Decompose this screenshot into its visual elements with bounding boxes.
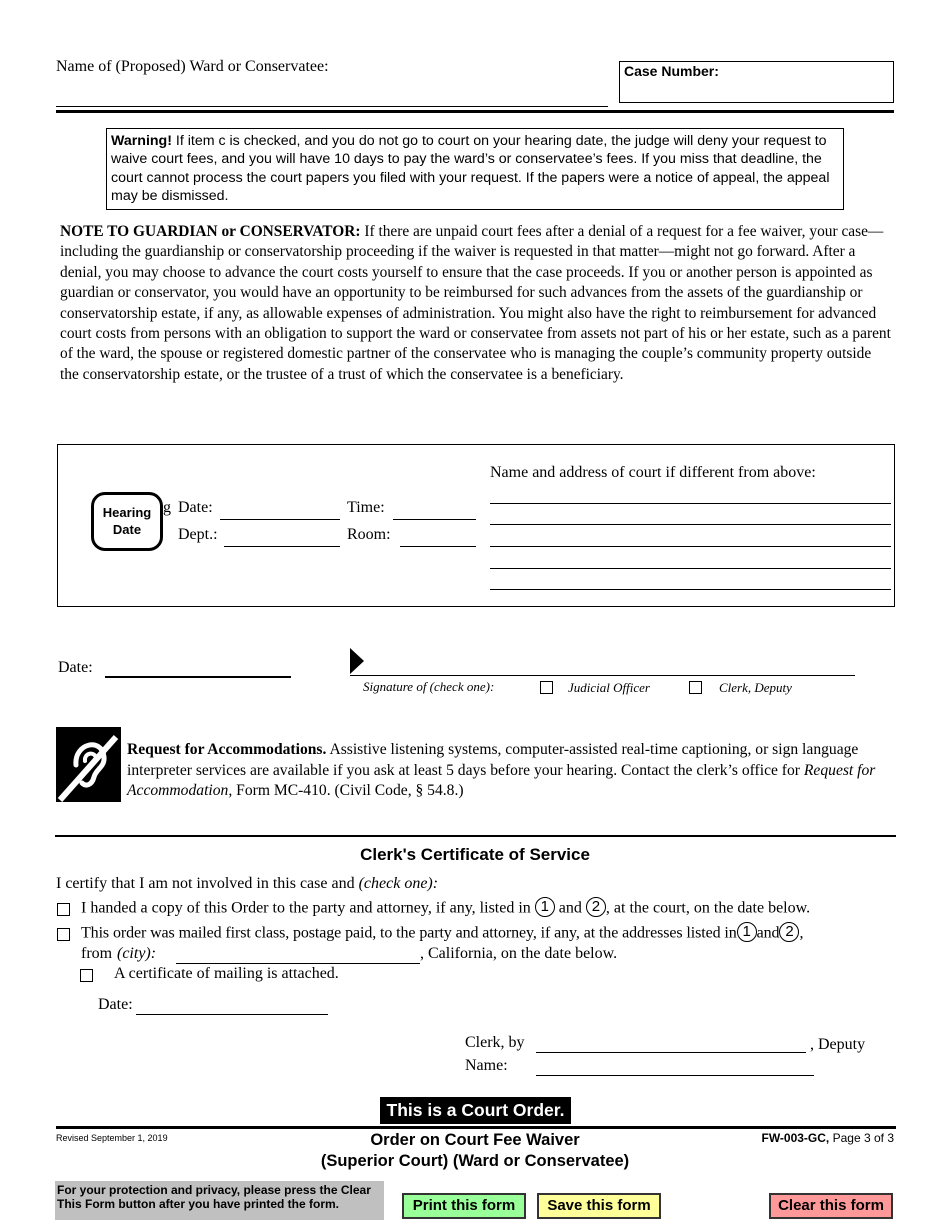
header-rule	[56, 110, 894, 113]
judicial-officer-checkbox[interactable]	[540, 681, 553, 694]
hearing-date-label: Date:	[178, 499, 213, 516]
save-form-button[interactable]: Save this form	[537, 1193, 661, 1219]
privacy-note: For your protection and privacy, please press the Clear This Form button after you have printed the form.	[55, 1181, 384, 1220]
clerk-name-input[interactable]	[536, 1061, 814, 1076]
court-address-line-5[interactable]	[490, 589, 891, 590]
certify-text: I certify that I am not involved in this case and	[56, 875, 355, 892]
certificate-rule	[55, 835, 896, 837]
certificate-attached-checkbox[interactable]	[80, 969, 93, 982]
mailed-checkbox[interactable]	[57, 928, 70, 941]
clear-form-button[interactable]: Clear this form	[769, 1193, 893, 1219]
clerk-deputy-checkbox[interactable]	[689, 681, 702, 694]
accommodations-text	[127, 740, 887, 802]
warning-text: If item c is checked, and you do not go to court on your hearing date, the judge will deny your request to waive court fees, and you will have 10 days to pay the ward’s or conservatee’s fees. If you miss that deadline, the court cannot process the court papers you filed with your request. If the papers were a notice of appeal, the appeal may be dismissed.	[111, 133, 830, 205]
judicial-officer-label: Judicial Officer	[568, 680, 650, 695]
ward-name-underline	[56, 106, 608, 107]
clerk-by-input[interactable]	[536, 1038, 806, 1053]
court-address-line-2[interactable]	[490, 524, 891, 525]
item-2-badge: 2	[779, 922, 799, 942]
california-text: , California, on the date below.	[420, 945, 618, 962]
note-title: NOTE TO GUARDIAN or CONSERVATOR:	[60, 223, 361, 240]
signature-arrow-icon	[350, 648, 366, 674]
hearing-dept-label: Dept.:	[178, 526, 218, 543]
accommodation-form-name: Request for Accommodation,	[127, 761, 876, 799]
signature-label: Signature of (check one):	[363, 679, 495, 694]
ward-name-label: Name of (Proposed) Ward or Conservatee:	[56, 58, 329, 75]
signature-date-line[interactable]	[105, 676, 291, 678]
footer-rule	[56, 1126, 896, 1129]
hearing-room-label: Room:	[347, 526, 391, 543]
form-title-line-1: Order on Court Fee Waiver	[370, 1131, 580, 1149]
signature-date-label: Date:	[58, 659, 93, 676]
city-label: (city):	[117, 945, 157, 962]
handed-copy-text	[81, 899, 810, 919]
guardian-note	[60, 222, 892, 385]
item-2-badge: 2	[586, 897, 606, 917]
hearing-dept-input[interactable]	[224, 532, 340, 547]
accommodations-body: Assistive listening systems, computer-assisted real-time captioning, or sign language interpreter services are available if you ask at least 5 days before your hearing. Contact the clerk’s office for	[127, 741, 859, 779]
clerk-certificate-title: Clerk's Certificate of Service	[360, 845, 590, 864]
badge-line-1: Hearing	[102, 505, 152, 520]
badge-stray-text: g	[163, 499, 171, 516]
court-address-line-3[interactable]	[490, 546, 891, 547]
city-input[interactable]	[176, 949, 420, 964]
handed-copy-text-a: I handed a copy of this Order to the party and attorney, if any, listed in	[81, 899, 531, 917]
certificate-attached-label: A certificate of mailing is attached.	[114, 965, 339, 982]
case-number-box[interactable]	[619, 61, 894, 103]
clerk-name-label: Name:	[465, 1057, 508, 1074]
form-title-line-2: (Superior Court) (Ward or Conservatee)	[320, 1152, 630, 1170]
clerk-deputy-label: Clerk, Deputy	[719, 680, 792, 695]
revised-date: Revised September 1, 2019	[56, 1133, 168, 1143]
warning-title: Warning!	[111, 133, 172, 149]
clerk-by-label: Clerk, by	[465, 1034, 525, 1051]
hearing-assistance-icon	[56, 727, 121, 802]
mailed-text-a: This order was mailed first class, postage paid, to the party and attorney, if any, at the addresses listed in	[81, 924, 737, 942]
cert-date-input[interactable]	[136, 1000, 328, 1015]
court-address-line-4[interactable]	[490, 568, 891, 569]
accommodations-form-ref: Form MC-410. (Civil Code, § 54.8.)	[236, 782, 464, 799]
hearing-date-input[interactable]	[220, 505, 340, 520]
handed-copy-checkbox[interactable]	[57, 903, 70, 916]
signature-line[interactable]	[350, 675, 855, 676]
certify-statement	[56, 875, 438, 893]
warning-box	[106, 128, 844, 210]
hearing-time-label: Time:	[347, 499, 385, 516]
case-number-label: Case Number:	[624, 63, 719, 79]
handed-copy-text-c: , at the court, on the date below.	[605, 899, 811, 917]
form-id-code: FW-003-GC,	[761, 1131, 830, 1145]
court-address-line-1[interactable]	[490, 503, 891, 504]
item-1-badge: 1	[737, 922, 757, 942]
court-order-banner: This is a Court Order.	[380, 1097, 571, 1124]
hearing-date-badge	[91, 492, 163, 551]
mailed-and: and	[756, 924, 780, 942]
item-1-badge: 1	[535, 897, 555, 917]
mailed-text-c: ,	[799, 924, 804, 942]
deputy-label: , Deputy	[810, 1036, 866, 1053]
page-number: Page 3 of 3	[832, 1131, 894, 1145]
accommodations-title: Request for Accommodations.	[127, 741, 327, 758]
print-form-button[interactable]: Print this form	[402, 1193, 526, 1219]
court-address-label: Name and address of court if different from above:	[490, 464, 816, 481]
badge-line-2: Date	[112, 522, 142, 537]
mailed-text	[81, 924, 803, 944]
note-text: If there are unpaid court fees after a denial of a request for a fee waiver, your case—including the guardianship or conservatorship proceeding if the waiver is requested in that matter—might not go forward. After a denial, you may choose to advance the court costs yourself to ensure that the case proceeds. If you or another person is appointed as guardian or conservator, you would have an opportunity to be reimbursed for such advances from the assets of the guardianship or conservatorship estate, if any, as allowable expenses of administration. You might also have the right to reimbursement for advanced court costs from persons with an obligation to support the ward or conservatee from assets not part of his or her estate, such as a parent of the ward, the spouse or registered domestic partner of the conservatee who is managing the couple’s community property outside the conservatorship estate, or the trustee of a trust of which the conservatee is a beneficiary.	[60, 223, 891, 383]
from-label: from	[81, 945, 113, 962]
hearing-room-input[interactable]	[400, 532, 476, 547]
ward-name-input[interactable]	[56, 84, 610, 106]
hearing-time-input[interactable]	[393, 505, 476, 520]
handed-copy-and: and	[558, 899, 582, 917]
form-id	[762, 1131, 895, 1145]
certify-check-one: (check one):	[358, 875, 439, 892]
cert-date-label: Date:	[98, 996, 133, 1013]
